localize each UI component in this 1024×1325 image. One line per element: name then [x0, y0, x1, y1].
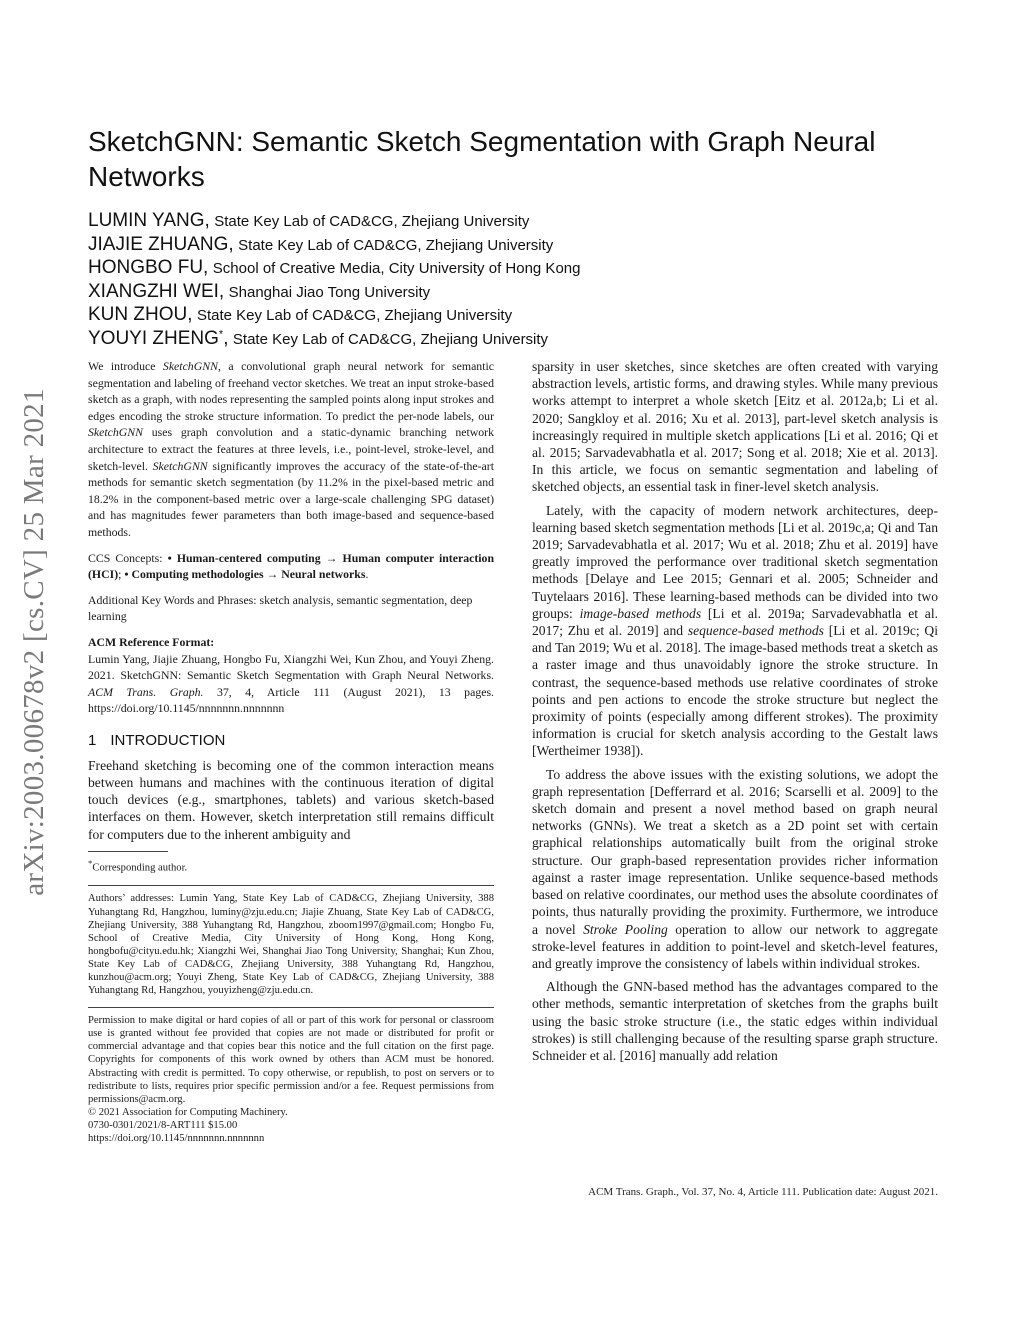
- ccs-end: .: [365, 567, 369, 582]
- author-name: YOUYI ZHENG: [88, 327, 219, 349]
- author-entry: [88, 257, 948, 281]
- author-entry: [88, 304, 948, 328]
- paragraph-text: [Li et al. 2019c; Qi and Tan 2019; Wu et al. 2018]. The image-based methods treat a sketch as a raster image and thus unavoidably ignore the stroke structure. In contrast, the sequence-based methods use relative coordinates of stroke points and pen actions to encode the stroke structure but neglect the proximity of points (especially among different strokes). The proximity information is crucial for sketch analysis according to the Gestalt laws [Wertheimer 1938]).: [532, 623, 938, 759]
- author-entry: [88, 281, 948, 305]
- reference-format: [88, 651, 494, 717]
- paragraph-text: [Li et al. 2019a; Sarvadevabhatla et al. 2017; Zhu et al. 2019] and: [532, 605, 938, 639]
- author-entry: [88, 210, 948, 234]
- abstract: [88, 358, 494, 541]
- author-affiliation: State Key Lab of CAD&CG, Zhejiang University: [232, 330, 549, 348]
- footnote-divider: [88, 851, 168, 852]
- author-affiliation: School of Creative Media, City University of Hong Kong: [212, 260, 581, 277]
- emphasis-text: sequence-based methods: [687, 623, 824, 639]
- corresponding-author-mark: *: [218, 328, 224, 341]
- author-name: LUMIN YANG,: [88, 210, 210, 231]
- paragraph-text: To address the above issues with the existing solutions, we adopt the graph representation [Defferrard et al. 2016; Scarselli et al. 2009] to the sketch domain and present a novel method based on graph neural networks (GNNs). We treat a sketch as a 2D point set with certain graphical relationships automatically built from the original stroke structure. Our graph-based representation provides richer information against a raster image representation. Unlike sequence-based methods based on relative coordinates, our method uses the absolute coordinates of points, thus naturally providing the proximity. Furthermore, we introduce a novel: [532, 766, 938, 937]
- abstract-method-name: SketchGNN: [162, 359, 218, 373]
- author-name: KUN ZHOU,: [88, 304, 193, 325]
- paragraph-text: operation to allow our network to aggregate stroke-level features in addition to point-level and sketch-level features, and greatly improve the consistency of labels within individual strokes.: [532, 921, 938, 971]
- author-name: HONGBO FU,: [88, 257, 209, 278]
- corresponding-author-footnote: [88, 856, 494, 876]
- permission-divider: [88, 1007, 494, 1008]
- author-addresses: Authors’ addresses: Lumin Yang, State Key Lab of CAD&CG, Zhejiang University, 388 Yuhangtang Rd, Hangzhou, luminy@zju.edu.cn; Jiajie Zhuang, State Key Lab of CAD&CG, Zhejiang University, 388 Yuhangtang Rd, Hangzhou, zboom1997@gmail.com; Hongbo Fu, School of Creative Media, City University of Hong Kong, Hong Kong, hongbofu@cityu.edu.hk; Xiangzhi Wei, Shanghai Jiao Tong University, Shanghai; Kun Zhou, State Key Lab of CAD&CG, Zhejiang University, 388 Yuhangtang Rd, Hangzhou, kunzhou@acm.org; Youyi Zheng, State Key Lab of CAD&CG, Zhejiang University, 388 Yuhangtang Rd, Hangzhou, youyizheng@zju.edu.cn.: [88, 893, 494, 997]
- reference-text: Lumin Yang, Jiajie Zhuang, Hongbo Fu, Xiangzhi Wei, Kun Zhou, and Youyi Zheng. 2021. SketchGNN: Semantic Sketch Segmentation with Graph Neural Networks.: [88, 651, 494, 683]
- footnote-mark: *: [88, 857, 93, 868]
- reference-text: 37, 4, Article 111 (August 2021), 13 pages. https://doi.org/10.1145/nnnnnnn.nnnnnnn: [88, 684, 494, 716]
- left-column: [88, 358, 494, 1145]
- section-title: INTRODUCTION: [110, 731, 226, 749]
- abstract-text: , a convolutional graph neural network for semantic segmentation and labeling of freehand vector sketches. We treat an input stroke-based sketch as a graph, with nodes representing the sampled points along input strokes and edges encoding the stroke structure information. To predict the per-node labels, our: [88, 359, 494, 423]
- ccs-concept: • Computing methodologies → Neural networks: [124, 567, 366, 582]
- section-heading-introduction: [88, 732, 494, 749]
- emphasis-text: image-based methods: [579, 605, 702, 621]
- paper-title: SketchGNN: Semantic Sketch Segmentation with Graph Neural Networks: [88, 126, 876, 192]
- addresses-divider: [88, 885, 494, 886]
- abstract-text: significantly improves the accuracy of the state-of-the-art methods for semantic sketch segmentation (by 11.2% in the pixel-based metric and 18.2% in the component-based metric over a large-scale challenging SPG dataset) and has magnitudes fewer parameters than both image-based and sequence-based methods.: [88, 458, 495, 539]
- permission-notice: Permission to make digital or hard copies of all or part of this work for personal or classroom use is granted without fee provided that copies are not made or distributed for profit or commercial advantage and that copies bear this notice and the full citation on the first page. Copyrights for components of this work owned by others than ACM must be honored. Abstracting with credit is permitted. To copy otherwise, or republish, to post on servers or to redistribute to lists, requires prior specific permission and/or a fee. Request permissions from permissions@acm.org.: [88, 1015, 494, 1105]
- reference-format-heading: ACM Reference Format:: [88, 634, 215, 649]
- author-entry: [88, 234, 948, 258]
- author-affiliation: Shanghai Jiao Tong University: [228, 283, 431, 301]
- keywords: Additional Key Words and Phrases: sketch analysis, semantic segmentation, deep learning: [88, 592, 473, 624]
- emphasis-text: Stroke Pooling: [583, 921, 668, 937]
- ccs-label: CCS Concepts:: [88, 550, 168, 565]
- author-name-comma: ,: [223, 327, 229, 349]
- copyright-line: © 2021 Association for Computing Machinery.: [88, 1106, 288, 1118]
- intro-paragraph: [532, 502, 938, 760]
- abstract-text: We introduce: [88, 359, 163, 373]
- abstract-text: uses graph convolution and a static-dynamic branching network architecture to extract the features at three levels, i.e., point-level, stroke-level, and sketch-level.: [88, 425, 494, 473]
- author-affiliation: State Key Lab of CAD&CG, Zhejiang University: [238, 236, 554, 254]
- intro-paragraph: [532, 766, 938, 972]
- reference-journal: ACM Trans. Graph.: [88, 684, 204, 699]
- issn-line: 0730-0301/2021/8-ART111 $15.00: [88, 1119, 238, 1131]
- author-affiliation: State Key Lab of CAD&CG, Zhejiang University: [196, 307, 513, 324]
- intro-paragraph: Although the GNN-based method has the advantages compared to the other methods, semantic interpretation of sketches from the graphs built using the basic stroke structure (i.e., the static edges within individual strokes) is still challenging because of the resulting sparse graph structure. Schneider et al. [2016] manually add relation: [532, 979, 938, 1063]
- section-number: 1: [88, 731, 97, 749]
- ccs-concepts: [88, 550, 494, 583]
- ccs-separator: ;: [118, 567, 125, 582]
- intro-paragraph: Freehand sketching is becoming one of the common interaction means between humans and machines with the continuous iteration of digital touch devices (e.g., smartphones, tablets) and various sketch-based interfaces on them. However, sketch interpretation still remains difficult for computers due to the inherent ambiguity and: [88, 757, 494, 842]
- arxiv-identifier-stamp: arXiv:2003.00678v2 [cs.CV] 25 Mar 2021: [18, 388, 50, 896]
- abstract-method-name: SketchGNN: [152, 458, 208, 473]
- author-name: XIANGZHI WEI,: [88, 280, 225, 302]
- ccs-concept: • Human-centered computing → Human computer interaction (HCI): [88, 550, 494, 582]
- author-affiliation: State Key Lab of CAD&CG, Zhejiang University: [214, 213, 530, 230]
- paragraph-text: Lately, with the capacity of modern network architectures, deep-learning based sketch segmentation methods [Li et al. 2019c,a; Qi and Tan 2019; Sarvadevabhatla et al. 2017; Wu et al. 2018; Zhu et al. 2019] have greatly improved the performance over traditional sketch segmentation methods [Delaye and Lee 2015; Gennari et al. 2005; Schneider and Tuytelaars 2016]. These learning-based methods can be divided into two groups:: [532, 502, 938, 621]
- right-column: [532, 358, 938, 1064]
- footnote-text: Corresponding author.: [92, 862, 188, 874]
- doi-line: https://doi.org/10.1145/nnnnnnn.nnnnnnn: [88, 1133, 265, 1145]
- author-name: JIAJIE ZHUANG,: [88, 233, 234, 255]
- author-entry: [88, 328, 948, 352]
- running-footer: ACM Trans. Graph., Vol. 37, No. 4, Article 111. Publication date: August 2021.: [588, 1186, 938, 1198]
- author-list: [88, 210, 948, 351]
- abstract-method-name: SketchGNN: [88, 425, 144, 440]
- intro-paragraph: sparsity in user sketches, since sketches are often created with varying abstraction levels, artistic forms, and drawing styles. While many previous works attempt to interpret a whole sketch [Eitz et al. 2012a,b; Li et al. 2020; Sangkloy et al. 2016; Xu et al. 2013], part-level sketch analysis is increasingly required in multiple sketch applications [Li et al. 2016; Qi et al. 2015; Sarvadevabhatla et al. 2017; Song et al. 2018; Xie et al. 2013]. In this article, we focus on semantic segmentation and labeling of sketched objects, an essential task in finer-level sketch analysis.: [532, 359, 938, 495]
